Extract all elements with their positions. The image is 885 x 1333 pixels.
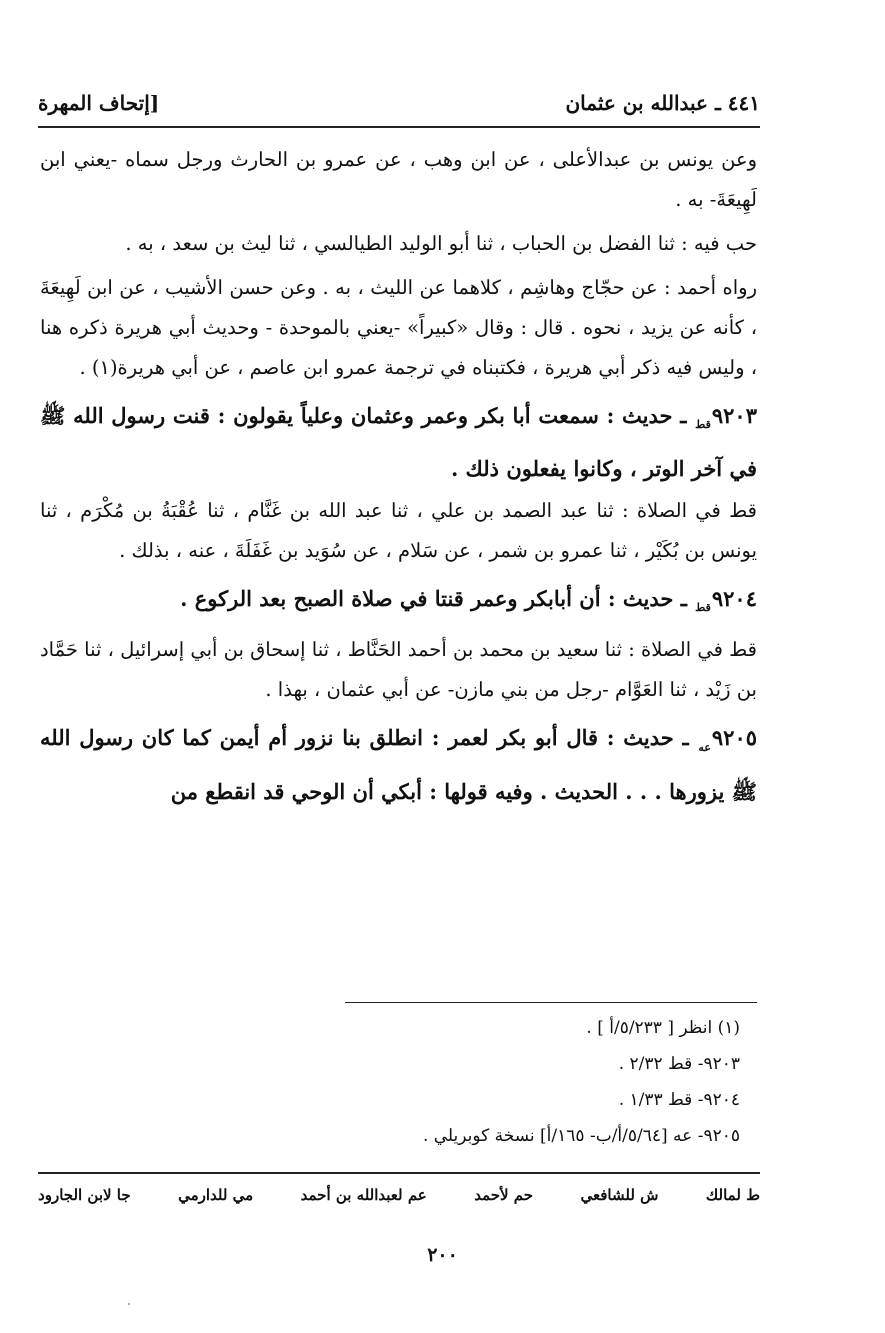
abbreviation-legend (38, 1186, 760, 1204)
footnote-9203: ٩٢٠٣- قط ٢/٣٢ . (618, 1054, 740, 1074)
scan-speck (128, 1303, 130, 1305)
legend-item: ط لمالك (705, 1186, 760, 1204)
legend-item: جا لابن الجارود (38, 1186, 131, 1204)
running-header (38, 86, 760, 120)
legend-item: حم لأحمد (474, 1186, 534, 1204)
hadith-text: ـ حديث : قال أبو بكر لعمر : انطلق بنا نزور أم أيمن كما كان رسول الله ﷺ يزورها . . . الحديث . وفيه قولها : أبكي أن الوحي قد انقطع من (40, 725, 757, 804)
hadith-9205 (40, 716, 757, 813)
isnad-9203: قط في الصلاة : ثنا عبد الصمد بن علي ، ثنا عبد الله بن غَنَّام ، ثنا عُقْبَةُ بن مُكْرَم ، ثنا يونس بن بُكَيْر ، ثنا عمرو بن شمر ، عن سَلام ، عن سُوَيد بن غَفَلَةَ ، عنه ، بذلك . (40, 499, 757, 563)
hadith-9203 (40, 394, 757, 491)
footnote-9204: ٩٢٠٤- قط ١/٣٣ . (618, 1090, 740, 1110)
footnote-divider (345, 1002, 757, 1003)
hadith-number: ٩٢٠٤ (711, 586, 757, 612)
page-number: ٢٠٠ (427, 1244, 458, 1266)
header-book-title: [إتحاف المهرة (38, 91, 160, 115)
paragraph-1: وعن يونس بن عبدالأعلى ، عن ابن وهب ، عن عمرو بن الحارث ورجل سماه -يعني ابن لَهِيعَةَ- به . (40, 148, 757, 211)
hadith-number: ٩٢٠٥ (711, 725, 758, 751)
paragraph-3: رواه أحمد : عن حجّاج وهاشِم ، كلاهما عن الليث ، به . وعن حسن الأشيب ، عن ابن لَهِيعَةَ ، كأنه عن يزيد ، نحوه . قال : وقال «كبيراً» -يعني بالموحدة - وحديث أبي هريرة ذكره هنا ، وليس فيه ذكر أبي هريرة ، فكتبناه في ترجمة عمرو ابن عاصم ، عن أبي هريرة(١) . (40, 276, 757, 379)
hadith-text: ـ حديث : أن أبابكر وعمر قنتا في صلاة الصبح بعد الركوع . (180, 586, 687, 612)
source-symbol: عه (698, 740, 711, 754)
hadith-9204 (40, 577, 757, 630)
source-symbol: قط (695, 601, 711, 615)
legend-item: مي للدارمي (178, 1186, 254, 1204)
main-text (40, 140, 757, 814)
header-title: ٤٤١ ـ عبدالله بن عثمان (565, 91, 760, 115)
legend-divider (38, 1172, 760, 1174)
paragraph-2: حب فيه : ثنا الفضل بن الحباب ، ثنا أبو الوليد الطيالسي ، ثنا ليث بن سعد ، به . (125, 232, 757, 255)
hadith-text: ـ حديث : سمعت أبا بكر وعمر وعثمان وعلياً يقولون : قنت رسول الله ﷺ في آخر الوتر ، وكانوا يفعلون ذلك . (40, 403, 757, 482)
footnote-1: (١) انظر [ ٥/٢٣٣/أ ] . (586, 1018, 740, 1038)
header-divider (38, 126, 760, 128)
source-symbol: قط (695, 418, 711, 432)
hadith-number: ٩٢٠٣ (711, 403, 757, 428)
footnote-9205: ٩٢٠٥- عه [٥/٦٤/أ/ب- ١٦٥/أ] نسخة كوبريلي . (422, 1126, 740, 1146)
legend-item: ش للشافعي (580, 1186, 659, 1204)
isnad-9204: قط في الصلاة : ثنا سعيد بن محمد بن أحمد الحَنَّاط ، ثنا إسحاق بن أبي إسرائيل ، ثنا حَمَّاد بن زَيْد ، ثنا العَوَّام -رجل من بني مازن- عن أبي عثمان ، بهذا . (40, 638, 757, 702)
footnotes (40, 1010, 740, 1154)
legend-item: عم لعبدالله بن أحمد (300, 1186, 427, 1204)
